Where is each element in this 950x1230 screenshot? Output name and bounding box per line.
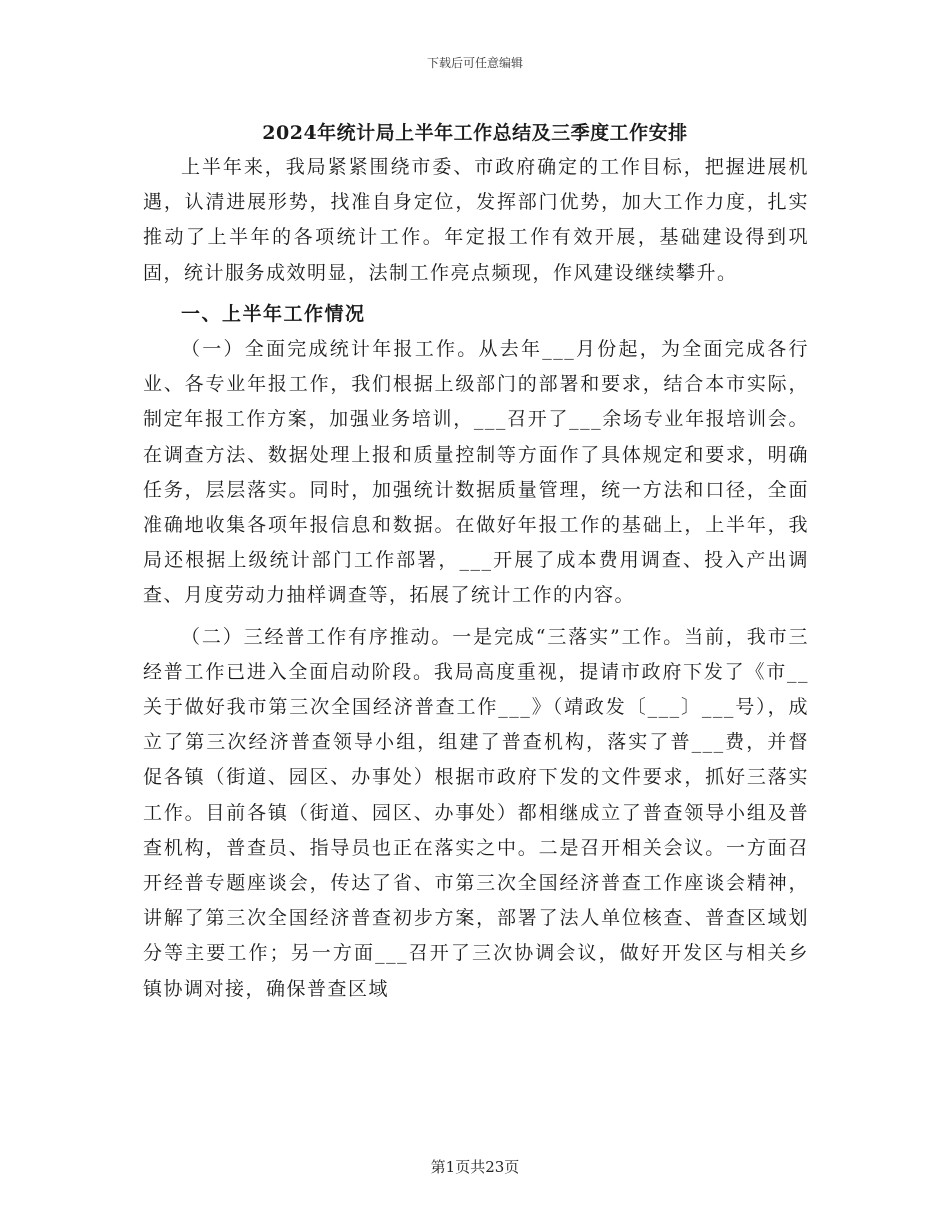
document-title: 2024年统计局上半年工作总结及三季度工作安排 [262,122,688,144]
document-body [143,150,809,1007]
intro-paragraph: 上半年来，我局紧紧围绕市委、市政府确定的工作目标，把握进展机遇，认清进展形势，找准自身定位，发挥部门优势，加大工作力度，扎实推动了上半年的各项统计工作。年定报工作有效开展，基础建设得到巩固，统计服务成效明显，法制工作亮点频现，作风建设继续攀升。 [143,156,809,284]
section-heading: 一、上半年工作情况 [181,302,366,325]
paragraph-annual-report: （一）全面完成统计年报工作。从去年___月份起，为全面完成各行业、各专业年报工作，我们根据上级部门的部署和要求，结合本市实际，制定年报工作方案，加强业务培训，___召开了___余场专业年报培训会。在调查方法、数据处理上报和质量控制等方面作了具体规定和要求，明确任务，层层落实。同时，加强统计数据质量管理，统一方法和口径，全面准确地收集各项年报信息和数据。在做好年报工作的基础上，上半年，我局还根据上级统计部门工作部署，___开展了成本费用调查、投入产出调查、月度劳动力抽样调查等，拓展了统计工作的内容。 [143,338,809,607]
header-note: 下载后可任意编辑 [426,56,523,70]
paragraph-economic-census: （二）三经普工作有序推动。一是完成“三落实”工作。当前，我市三经普工作已进入全面启动阶段。我局高度重视，提请市政府下发了《市__关于做好我市第三次全国经济普查工作___》（靖政发〔___〕___号），成立了第三次经济普查领导小组，组建了普查机构，落实了普___费，并督促各镇（街道、园区、办事处）根据市政府下发的文件要求，抓好三落实工作。目前各镇（街道、园区、办事处）都相继成立了普查领导小组及普查机构，普查员、指导员也正在落实之中。二是召开相关会议。一方面召开经普专题座谈会，传达了省、市第三次全国经济普查工作座谈会精神，讲解了第三次全国经济普查初步方案，部署了法人单位核查、普查区域划分等主要工作；另一方面___召开了三次协调会议，做好开发区与相关乡镇协调对接，确保普查区域 [143,625,809,1000]
page-footer: 第1页共23页 [430,1158,520,1176]
